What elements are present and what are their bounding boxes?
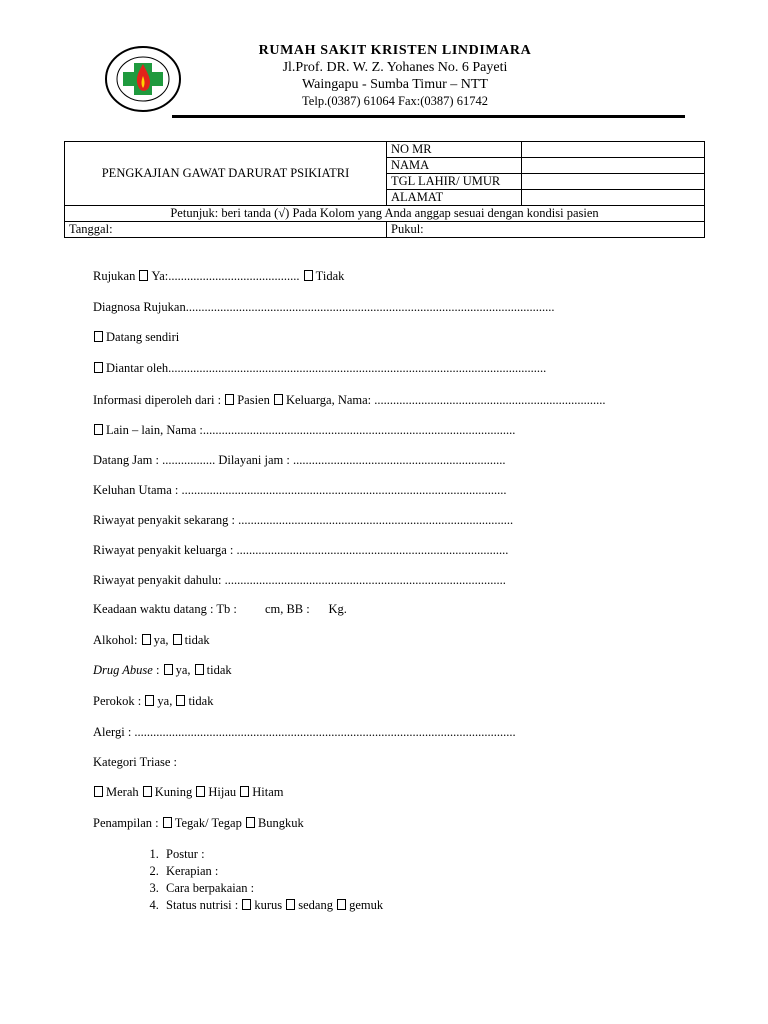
triase-row	[93, 785, 284, 800]
checkbox-drug-ya[interactable]	[164, 664, 173, 675]
riwayat-dahulu-row: Riwayat penyakit dahulu: ..........................................................................................	[93, 573, 506, 587]
checkbox-lain[interactable]	[94, 424, 103, 435]
checkbox-alkohol-tidak[interactable]	[173, 634, 182, 645]
label-tgl-lahir: TGL LAHIR/ UMUR	[387, 174, 522, 190]
value-tgl-lahir[interactable]	[522, 174, 705, 190]
tidak-label: Tidak	[315, 269, 345, 283]
hitam-label: Hitam	[252, 785, 284, 799]
list-item-berpakaian: 3. Cara berpakaian :	[162, 880, 383, 897]
alkohol-tidak-label: tidak	[184, 633, 210, 647]
perokok-label: Perokok :	[93, 694, 142, 708]
date-field[interactable]: Tanggal:	[65, 222, 387, 238]
hijau-label: Hijau	[208, 785, 237, 799]
value-nama[interactable]	[522, 158, 705, 174]
instruction: Petunjuk: beri tanda (√) Pada Kolom yang Anda anggap sesuai dengan kondisi pasien	[65, 206, 705, 222]
header-rule	[172, 115, 685, 118]
tegak-label: Tegak/ Tegap	[174, 816, 242, 830]
checkbox-kurus[interactable]	[242, 899, 251, 910]
keluarga-label: Keluarga, Nama: ..........................................................................	[285, 393, 606, 407]
checkbox-perokok-tidak[interactable]	[176, 695, 185, 706]
keadaan-row: Keadaan waktu datang : Tb : cm, BB : Kg.	[93, 602, 347, 616]
address-line-2: Waingapu - Sumba Timur – NTT	[302, 77, 488, 92]
kategori-row: Kategori Triase :	[93, 755, 178, 769]
drug-row: Drug Abuse : ya, tidak	[93, 663, 232, 677]
diantar-row	[93, 361, 546, 376]
form-title: PENGKAJIAN GAWAT DARURAT PSIKIATRI	[65, 142, 387, 206]
diagnosa-row: Diagnosa Rujukan......................................................................................................................	[93, 300, 555, 314]
checkbox-sedang[interactable]	[286, 899, 295, 910]
address-line-1: Jl.Prof. DR. W. Z. Yohanes No. 6 Payeti	[282, 60, 508, 75]
list-item-nutrisi	[162, 897, 383, 914]
checkbox-merah[interactable]	[94, 786, 103, 797]
checkbox-drug-tidak[interactable]	[195, 664, 204, 675]
checkbox-hitam[interactable]	[240, 786, 249, 797]
penampilan-list	[120, 846, 383, 914]
drug-ya-label: ya,	[175, 663, 191, 677]
checkbox-kuning[interactable]	[143, 786, 152, 797]
checkbox-diantar[interactable]	[94, 362, 103, 373]
label-alamat: ALAMAT	[387, 190, 522, 206]
sedang-label: sedang	[298, 898, 333, 912]
perokok-row	[93, 694, 213, 709]
informasi-row	[93, 393, 606, 408]
checkbox-perokok-ya[interactable]	[145, 695, 154, 706]
checkbox-pasien[interactable]	[225, 394, 234, 405]
checkbox-tidak[interactable]	[304, 270, 313, 281]
diantar-label: Diantar oleh.........................................................................................................................	[106, 361, 547, 375]
checkbox-gemuk[interactable]	[337, 899, 346, 910]
alkohol-label: Alkohol:	[93, 633, 138, 647]
checkbox-bungkuk[interactable]	[246, 817, 255, 828]
keluhan-row: Keluhan Utama : ........................................................................................................	[93, 483, 507, 497]
value-alamat[interactable]	[522, 190, 705, 206]
list-item-kerapian: 2. Kerapian :	[162, 863, 383, 880]
checkbox-tegak[interactable]	[163, 817, 172, 828]
checkbox-ya[interactable]	[139, 270, 148, 281]
drug-tidak-label: tidak	[206, 663, 232, 677]
lain-label: Lain – lain, Nama :....................................................................................................	[106, 423, 516, 437]
merah-label: Merah	[106, 785, 139, 799]
perokok-tidak-label: tidak	[188, 694, 214, 708]
checkbox-alkohol-ya[interactable]	[142, 634, 151, 645]
kurus-label: kurus	[254, 898, 283, 912]
checkbox-hijau[interactable]	[196, 786, 205, 797]
hospital-name: RUMAH SAKIT KRISTEN LINDIMARA	[258, 43, 532, 58]
datang-sendiri-row	[93, 330, 179, 345]
datang-sendiri-label: Datang sendiri	[106, 330, 180, 344]
gemuk-label: gemuk	[349, 898, 384, 912]
informasi-label: Informasi diperoleh dari :	[93, 393, 222, 407]
label-nama: NAMA	[387, 158, 522, 174]
label-no-mr: NO MR	[387, 142, 522, 158]
alergi-row: Alergi : ..........................................................................................................................	[93, 725, 516, 739]
datang-jam-row: Datang Jam : ................. Dilayani jam : ....................................................................	[93, 453, 506, 467]
alkohol-row	[93, 633, 210, 648]
checkbox-keluarga[interactable]	[274, 394, 283, 405]
hospital-logo	[104, 44, 182, 114]
penampilan-label: Penampilan :	[93, 816, 159, 830]
time-field[interactable]: Pukul:	[387, 222, 705, 238]
nutrisi-label: Status nutrisi :	[166, 898, 239, 912]
bungkuk-label: Bungkuk	[257, 816, 304, 830]
lain-row	[93, 423, 515, 438]
rujukan-label: Rujukan	[93, 269, 136, 283]
phone-line: Telp.(0387) 61064 Fax:(0387) 61742	[302, 94, 488, 108]
rujukan-row	[93, 269, 344, 284]
checkbox-datang-sendiri[interactable]	[94, 331, 103, 342]
drug-label: Drug Abuse	[93, 663, 153, 677]
perokok-ya-label: ya,	[157, 694, 173, 708]
pasien-label: Pasien	[237, 393, 270, 407]
riwayat-sekarang-row: Riwayat penyakit sekarang : ........................................................................................	[93, 513, 514, 527]
ya-label: Ya:..........................................	[151, 269, 300, 283]
value-no-mr[interactable]	[522, 142, 705, 158]
patient-header-table	[64, 141, 705, 238]
penampilan-row	[93, 816, 304, 831]
alkohol-ya-label: ya,	[153, 633, 169, 647]
kuning-label: Kuning	[154, 785, 193, 799]
list-item-postur: 1. Postur :	[162, 846, 383, 863]
riwayat-keluarga-row: Riwayat penyakit keluarga : .......................................................................................	[93, 543, 509, 557]
